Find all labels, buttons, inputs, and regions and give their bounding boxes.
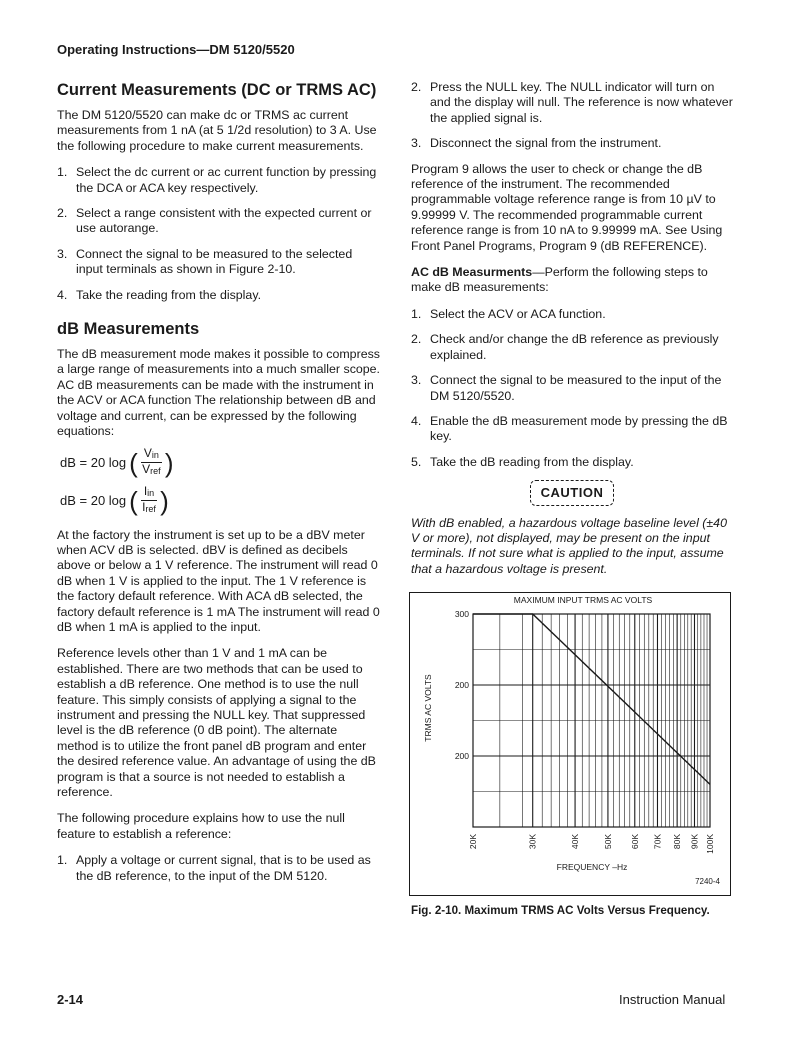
paren-open: ( [129,447,138,478]
x-tick-label: 90K [689,834,700,850]
chart-series [473,614,710,784]
x-tick-label: 50K [602,834,613,850]
equation-lhs: dB = 20 log [60,492,127,508]
db-paragraph-4: The following procedure explains how to use the null feature to establish a reference: [57,811,345,841]
list-item [411,373,733,404]
current-steps [57,165,381,303]
db-paragraph-2: At the factory the instrument is set up to be a dBV meter when ACV dB is selected. dBV is defined as decibels above or below a 1 V reference. The instrument will read 0 dB when 1 V is applied to the input. The 1 V reference is the factory default reference. With ACA dB selected, the factory default reference is 1 mA The instrument will read 0 dB when 1 mA is applied to the input. [57,527,380,634]
figure-2-10 [409,592,731,896]
y-axis-label: TRMS AC VOLTS [423,674,433,742]
running-head: Operating Instructions—DM 5120/5520 [57,42,295,57]
ac-db-lead: AC dB Measurments [411,265,533,280]
caution-label: CAUTION [530,480,615,505]
x-tick-label: 100K [705,834,715,855]
list-item [411,307,733,322]
list-item [57,247,381,278]
x-tick-labels [468,834,715,854]
step-number: 3. [411,136,422,151]
figure-caption: Fig. 2-10. Maximum TRMS AC Volts Versus Frequency. [411,904,710,918]
chart-grid [473,614,710,827]
x-tick-label: 60K [629,834,640,850]
step-text: Take the dB reading from the display. [430,454,634,469]
fraction [141,447,162,478]
step-text: Apply a voltage or current signal, that is to be used as the dB reference, to the input of the DM 5120. [76,853,371,883]
list-item [57,853,381,884]
y-tick-label: 200 [454,680,469,691]
y-tick-labels [455,609,469,761]
null-steps-continued [411,80,733,152]
denominator: $I_{ref}$ [142,500,156,514]
step-text: Take the reading from the display. [76,287,262,302]
denominator: $V_{ref}$ [142,462,161,476]
null-steps [57,853,381,884]
ac-db-steps [411,307,733,470]
figure-code: 7240-4 [695,877,720,887]
fraction [141,485,157,516]
x-tick-label: 30K [527,834,538,850]
step-number: 1. [411,306,422,321]
step-number: 3. [411,373,422,388]
list-item [411,414,733,445]
step-number: 5. [411,454,422,469]
equation-voltage [60,446,381,480]
list-item [411,455,733,470]
left-column [57,80,381,894]
db-paragraph-1: The dB measurement mode makes it possible to compress a large range of measurements into a much smaller scope. AC dB measurements can be made with the instrument in the ACV or ACA function The relationship between dB and voltage and current, can be expressed by the following equations: [57,347,381,439]
step-number: 2. [411,332,422,347]
step-text: Disconnect the signal from the instrument. [430,136,662,151]
ac-db-intro [411,265,733,296]
step-number: 4. [411,413,422,428]
step-number: 2. [411,80,422,94]
step-text: Connect the signal to be measured to the selected input terminals as shown in Figure 2-10. [76,246,353,277]
chart-title: MAXIMUM INPUT TRMS AC VOLTS [513,595,653,606]
x-tick-label: 80K [672,834,683,850]
list-item [411,136,733,151]
step-number: 1. [57,853,68,868]
step-number: 2. [57,206,68,221]
numerator: $I_{in}$ [141,485,157,501]
db-paragraph-3: Reference levels other than 1 V and 1 mA can be established. There are two methods that can be used to establish a dB reference. One method is to use the null feature. This simply consists of applying a signal to the instrument and pressing the NULL key. That suppressed level is the dB reference (0 dB point). The alternate method is to utilize the front panel dB program and enter the desired reference value. An advantage of using the dB program is that a source is not needed to establish a reference. [57,646,376,799]
y-tick-label: 300 [454,609,469,620]
db-heading: dB Measurements [57,320,200,339]
x-tick-label: 40K [570,834,581,850]
step-text: Press the NULL key. The NULL indicator will turn on and the display will null. The reference is now whatever the applied signal is. [430,80,733,125]
list-item [57,165,381,196]
equation-current [60,484,381,518]
step-text: Check and/or change the dB reference as previously explained. [430,332,719,362]
right-column [411,80,733,919]
list-item [411,80,733,126]
list-item [57,288,381,303]
step-number: 1. [57,165,68,180]
paren-close: ) [160,485,169,516]
caution-banner [411,480,733,505]
numerator: $V_{in}$ [141,447,162,463]
equation-lhs: dB = 20 log [60,454,127,470]
caution-text: With dB enabled, a hazardous voltage baseline level (±40 V or more), not displayed, may be present on the input terminals. If not sure what is applied to the input, assume that a hazardous voltage is present. [411,515,727,576]
step-number: 3. [57,246,68,261]
x-tick-label: 70K [652,834,663,850]
step-text: Select a range consistent with the expected current or use autorange. [76,206,372,236]
y-tick-label: 200 [454,751,469,762]
ac-db-intro-text: —Perform the following steps to make dB measurements: [411,265,708,295]
step-text: Select the dc current or ac current function by pressing the DCA or ACA key respectively. [76,165,377,195]
chart-svg [410,593,730,895]
series-line [473,614,710,784]
x-tick-label: 20K [468,834,478,850]
step-text: Select the ACV or ACA function. [430,306,606,321]
current-intro: The DM 5120/5520 can make dc or TRMS ac current measurements from 1 nA (at 5 1/2d resolution) to 3 A. Use the following procedure to make current measurements. [57,108,377,153]
list-item [57,206,381,237]
page-number: 2-14 [57,992,84,1007]
step-number: 4. [57,287,68,302]
step-text: Connect the signal to be measured to the input of the DM 5120/5520. [430,373,722,403]
step-text: Enable the dB measurement mode by pressing the dB key. [430,413,728,444]
paren-close: ) [164,447,174,478]
paren-open: ( [129,485,138,516]
list-item [411,332,733,363]
db-paragraph-5: Program 9 allows the user to check or change the dB reference of the instrument. The recommended programmable voltage reference range is from 10 µV to 9.99999 V. The recommended programmable current reference range is from 10 nA to 9.99999 mA. See Using Front Panel Programs, Program 9 (dB REFERENCE). [411,161,723,253]
footer-manual-title: Instruction Manual [619,992,726,1007]
current-heading: Current Measurements (DC or TRMS AC) [57,81,377,99]
x-axis-label: FREQUENCY –Hz [556,862,628,873]
